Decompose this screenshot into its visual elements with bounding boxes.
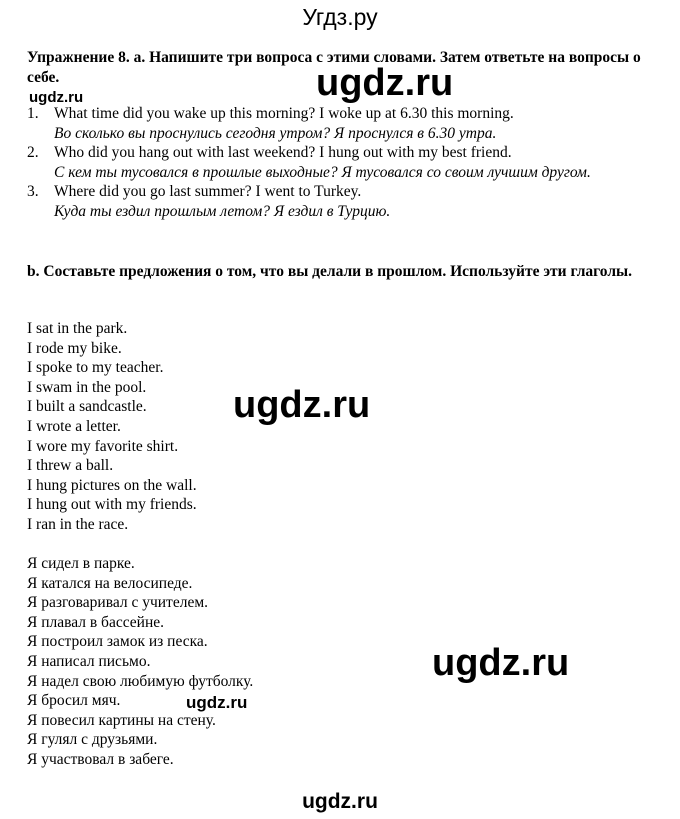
list-item: Я сидел в парке. [27, 555, 135, 572]
list-item: I wore my favorite shirt. [27, 437, 179, 455]
qa-number: 2. [27, 144, 39, 161]
russian-sentence-list [27, 554, 427, 770]
list-item: Я гулял с друзьями. [27, 731, 158, 749]
list-item: I hung pictures on the wall. [27, 476, 197, 494]
list-item: Я построил замок из песка. [27, 633, 208, 651]
list-item: I ran in the race. [27, 515, 129, 533]
watermark-large-right: ugdz.ru [432, 642, 570, 684]
list-item: I swam in the pool. [27, 378, 147, 396]
qa-russian-translation: Во сколько вы проснулись сегодня утром? Я проснулся в 6.30 утра. [54, 124, 497, 142]
qa-item-2 [27, 143, 657, 182]
qa-english-text: Where did you go last summer? I went to Turkey. [54, 183, 362, 200]
list-item: I threw a ball. [27, 457, 114, 475]
list-item: Я надел свою любимую футболку. [27, 672, 254, 690]
list-item: I wrote a letter. [27, 417, 121, 435]
site-header: Угдз.ру [302, 4, 378, 30]
list-item: I sat in the park. [27, 320, 128, 337]
list-item: Я написал письмо. [27, 652, 151, 670]
list-item: Я катался на велосипеде. [27, 574, 193, 592]
qa-item-1 [27, 104, 657, 143]
watermark-large-middle: ugdz.ru [233, 384, 371, 426]
list-item: I spoke to my teacher. [27, 359, 164, 377]
watermark-small-top: ugdz.ru [29, 89, 84, 106]
qa-number: 1. [27, 105, 39, 122]
list-item: I built a sandcastle. [27, 398, 147, 416]
list-item: I rode my bike. [27, 339, 122, 357]
list-item: Я повесил картины на стену. [27, 711, 216, 729]
list-item: Я плавал в бассейне. [27, 613, 164, 631]
watermark-footer: ugdz.ru [302, 790, 378, 813]
watermark-small-middle: ugdz.ru [186, 693, 248, 712]
watermark-large-top: ugdz.ru [316, 62, 454, 104]
list-item: Я бросил мяч. [27, 692, 121, 710]
list-item: Я разговаривал с учителем. [27, 594, 209, 612]
list-item: I hung out with my friends. [27, 496, 197, 514]
qa-english-text: Who did you hang out with last weekend? I hung out with my best friend. [54, 144, 512, 161]
qa-number: 3. [27, 183, 39, 200]
qa-russian-translation: Куда ты ездил прошлым летом? Я ездил в Турцию. [54, 202, 391, 220]
qa-russian-translation: С кем ты тусовался в прошлые выходные? Я тусовался со своим лучшим другом. [54, 163, 591, 181]
qa-english-text: What time did you wake up this morning? I woke up at 6.30 this morning. [54, 105, 514, 122]
qa-item-3 [27, 182, 657, 221]
exercise-a-heading: Упражнение 8. а. Напишите три вопроса с этими словами. Затем ответьте на вопросы о себе. [27, 49, 641, 86]
question-answer-list [27, 104, 657, 221]
exercise-b-heading: b. Составьте предложения о том, что вы делали в прошлом. Используйте эти глаголы. [27, 263, 633, 280]
list-item: Я участвовал в забеге. [27, 750, 174, 768]
